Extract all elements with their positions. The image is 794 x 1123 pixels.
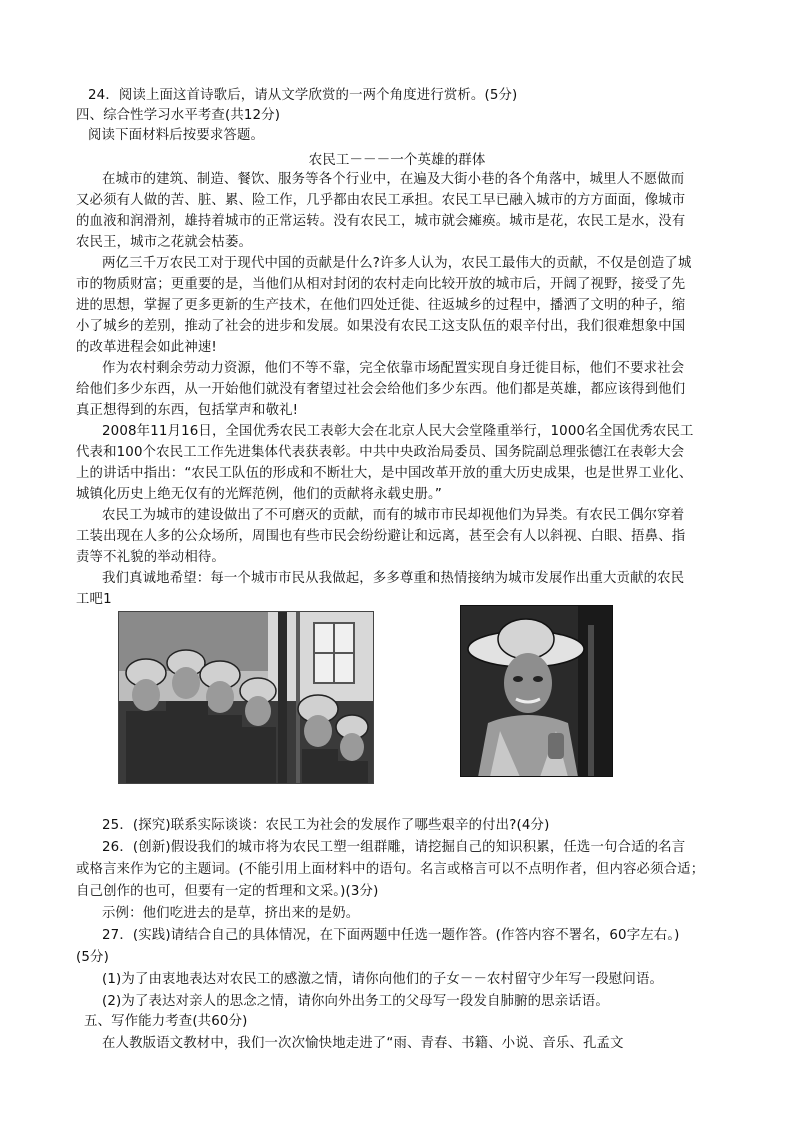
article-line: 农民工为城市的建设做出了不可磨灭的贡献，而有的城市市民却视他们为异类。有农民工偶尔穿着 (102, 508, 685, 523)
question-27-option-1: (1)为了由衷地表达对农民工的感激之情，请你向他们的子女－－农村留守少年写一段慰问语。 (102, 972, 664, 987)
article-line: 工吧1 (76, 592, 112, 607)
article-line: 市的物质财富；更重要的是，当他们从相对封闭的农村走向比较开放的城市后，开阔了视野，接受了先 (76, 277, 686, 292)
article-line: 在城市的建筑、制造、餐饮、服务等各个行业中，在遍及大街小巷的各个角落中，城里人不愿做而 (102, 172, 685, 187)
article-title: 农民工－－－一个英雄的群体 (308, 152, 486, 168)
section-5-line: 在人教版语文教材中，我们一次次愉快地走进了“雨、青春、书籍、小说、音乐、孔孟文 (102, 1036, 624, 1051)
question-26: 26．(创新)假设我们的城市将为农民工塑一组群雕，请挖掘自己的知识积累，任选一句合适的名言 (102, 840, 686, 855)
question-26-line: 自己创作的也可，但要有一定的哲理和文采。)(3分) (76, 884, 379, 899)
question-26-line: 或格言来作为它的主题词。(不能引用上面材料中的语句。名言或格言可以不点明作者，但内容必须合适； (76, 862, 705, 877)
article-line: 2008年11月16日，全国优秀农民工表彰大会在北京人民大会堂隆重举行，1000名全国优秀农民工 (102, 424, 694, 439)
section-4-instruction: 阅读下面材料后按要求答题。 (88, 128, 265, 143)
article-line: 上的讲话中指出：“农民工队伍的形成和不断壮大，是中国改革开放的重大历史成果，也是世界工业化、 (76, 466, 693, 481)
question-24: 24．阅读上面这首诗歌后，请从文学欣赏的一两个角度进行赏析。(5分) (88, 88, 518, 103)
article-line: 的血液和润滑剂，雄持着城市的正常运转。没有农民工，城市就会瘫痪。城市是花，农民工是水，没有 (76, 214, 686, 229)
worker-portrait-photo (460, 605, 613, 777)
article-line: 进的思想，掌握了更多更新的生产技术，在他们四处迁徙、往返城乡的过程中，播洒了文明的种子，缩 (76, 298, 686, 313)
article-line: 农民王，城市之花就会枯萎。 (76, 235, 253, 250)
article-line: 两亿三千万农民工对于现代中国的贡献是什么?许多人认为，农民工最伟大的贡献，不仅是创造了城 (102, 256, 692, 271)
article-line: 工装出现在人多的公众场所，周围也有些市民会纷纷避让和远离，甚至会有人以斜视、白眼、捂鼻、指 (76, 529, 686, 544)
article-line: 我们真诚地希望：每一个城市市民从我做起，多多尊重和热情接纳为城市发展作出重大贡献的农民 (102, 571, 685, 586)
question-25: 25．(探究)联系实际谈谈：农民工为社会的发展作了哪些艰辛的付出?(4分) (102, 818, 550, 833)
article-line: 小了城乡的差别，推动了社会的进步和发展。如果没有农民工这支队伍的艰辛付出，我们很难想象中国 (76, 319, 686, 334)
article-line: 真正想得到的东西，包括掌声和敬礼! (76, 403, 299, 418)
article-line: 责等不礼貌的举动相待。 (76, 550, 225, 565)
section-5-heading: 五、写作能力考查(共60分) (84, 1014, 248, 1029)
article-line: 的改革进程会如此神速! (76, 340, 217, 355)
section-4-heading: 四、综合性学习水平考查(共12分) (76, 108, 281, 123)
question-26-example: 示例：他们吃进去的是草，挤出来的是奶。 (102, 906, 360, 921)
article-line: 代表和100个农民工工作先进集体代表获表彰。中共中央政治局委员、国务院副总理张德江在表彰大会 (76, 445, 685, 460)
article-line: 作为农村剩余劳动力资源，他们不等不靠，完全依靠市场配置实现自身迁徙目标，他们不要求社会 (102, 361, 685, 376)
workers-group-photo (118, 611, 374, 784)
question-27-option-2: (2)为了表达对亲人的思念之情，请你向外出务工的父母写一段发自肺腑的思亲话语。 (102, 994, 609, 1009)
article-line: 又必须有人做的苦、脏、累、险工作，几乎都由农民工承担。农民工早已融入城市的方方面面，像城市 (76, 193, 686, 208)
article-line: 城镇化历史上绝无仅有的光辉范例，他们的贡献将永载史册。” (76, 487, 442, 502)
article-line: 给他们多少东西，从一开始他们就没有奢望过社会会给他们多少东西。他们都是英雄，都应该得到他们 (76, 382, 686, 397)
question-27-points: (5分) (76, 950, 109, 965)
question-27: 27．(实践)请结合自己的具体情况，在下面两题中任选一题作答。(作答内容不署名，60字左右。) (102, 928, 680, 943)
